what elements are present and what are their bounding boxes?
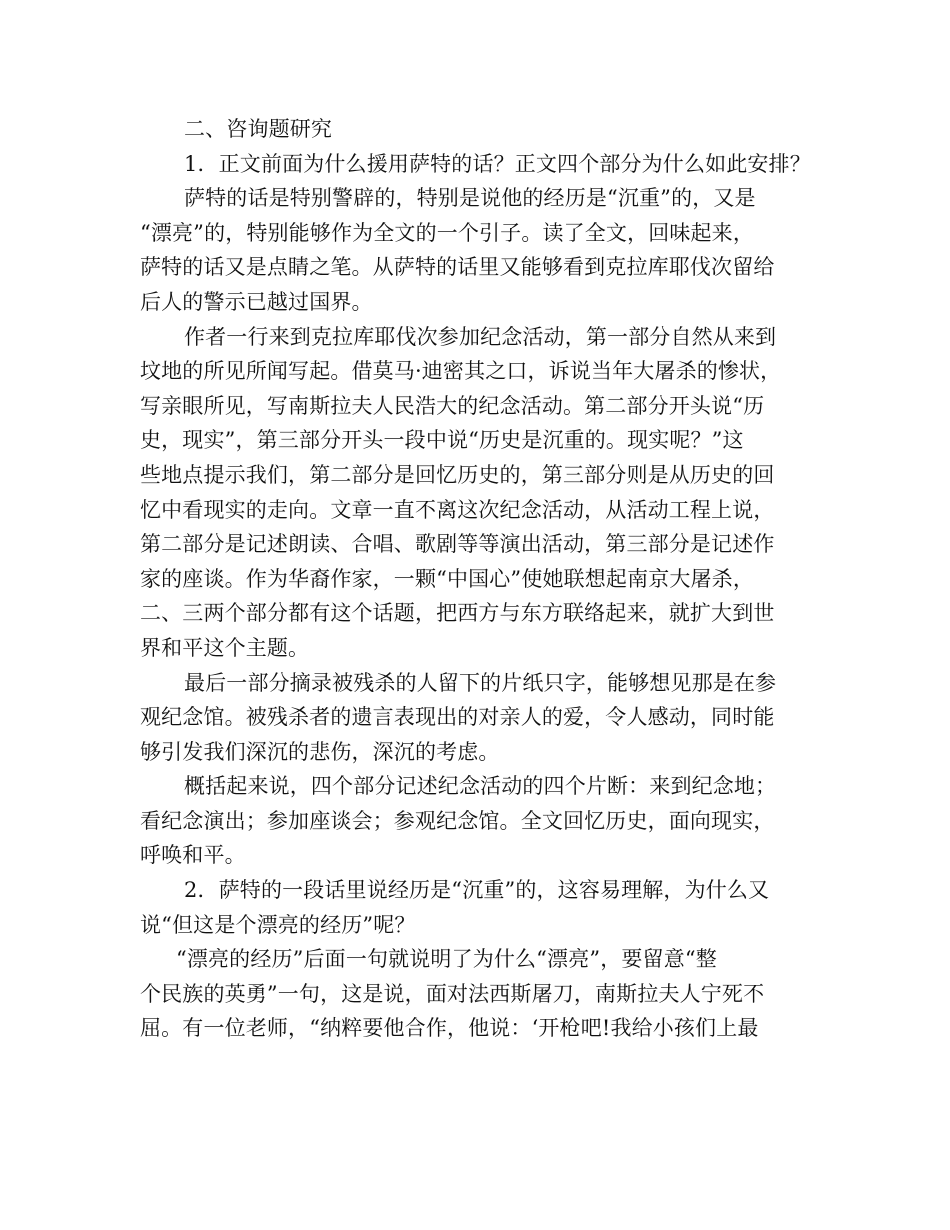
text-line: 二、三两个部分都有这个话题，把西方与东方联络起来，就扩大到世: [140, 601, 775, 626]
text-line: 2．萨特的一段话里说经历是“沉重”的，这容易理解，为什么又: [184, 878, 770, 903]
text-line: 看纪念演出；参加座谈会；参观纪念馆。全文回忆历史，面向现实，: [140, 808, 775, 833]
text-line: 萨特的话又是点睛之笔。从萨特的话里又能够看到克拉库耶伐次留给: [140, 255, 775, 280]
section-heading: 二、咨询题研究: [184, 117, 333, 141]
text-line: 忆中看现实的走向。文章一直不离这次纪念活动，从活动工程上说，: [140, 497, 775, 522]
answer-1-paragraph-1: [140, 181, 830, 319]
answer-2-paragraph-1: [140, 942, 830, 1046]
text-line: 界和平这个主题。: [140, 635, 310, 660]
text-line: 萨特的话是特别警辟的，特别是说他的经历是“沉重”的，又是: [184, 186, 756, 211]
text-line: 坟地的所见所闻写起。借莫马·迪密其之口，诉说当年大屠杀的惨状，: [140, 359, 782, 384]
text-line: 后人的警示已越过国界。: [140, 289, 373, 314]
text-line: 屈。有一位老师，“纳粹要他合作，他说：‘开枪吧!我给小孩们上最: [140, 1016, 759, 1041]
text-line: 史，现实”，第三部分开头一段中说“历史是沉重的。现实呢？”这: [140, 428, 744, 453]
answer-1-paragraph-4: [140, 769, 830, 873]
text-line: 观纪念馆。被残杀者的遗言表现出的对亲人的爱，令人感动，同时能: [140, 705, 775, 730]
text-line: 家的座谈。作为华裔作家，一颗“中国心”使她联想起南京大屠杀，: [140, 566, 754, 591]
text-line: 够引发我们深沉的悲伤，深沉的考虑。: [140, 739, 500, 764]
text-line: 作者一行来到克拉库耶伐次参加纪念活动，第一部分自然从来到: [184, 324, 777, 349]
text-line: 些地点提示我们，第二部分是回忆历史的，第三部分则是从历史的回: [140, 462, 775, 487]
document-body: [140, 112, 830, 1046]
question-1: 1．正文前面为什么援用萨特的话？正文四个部分为什么如此安排？: [184, 151, 811, 176]
text-line: “漂亮”的，特别能够作为全文的一个引子。读了全文，回味起来，: [140, 220, 754, 245]
text-line: 写亲眼所见，写南斯拉夫人民浩大的纪念活动。第二部分开头说“历: [140, 393, 765, 418]
text-line: 最后一部分摘录被残杀的人留下的片纸只字，能够想见那是在参: [184, 670, 777, 695]
text-line: 第二部分是记述朗读、合唱、歌剧等等演出活动，第三部分是记述作: [140, 532, 775, 557]
text-line: 概括起来说，四个部分记述纪念活动的四个片断：来到纪念地；: [184, 774, 777, 799]
text-line: 个民族的英勇”一句，这是说，面对法西斯屠刀，南斯拉夫人宁死不: [140, 981, 765, 1006]
answer-1-paragraph-3: [140, 666, 830, 770]
text-line: 说“但这是个漂亮的经历”呢？: [140, 912, 416, 937]
text-line: “漂亮的经历”后面一句就说明了为什么“漂亮”，要留意“整: [176, 947, 717, 972]
question-2: [140, 873, 830, 942]
text-line: 呼唤和平。: [140, 843, 246, 868]
answer-1-paragraph-2: [140, 320, 830, 666]
